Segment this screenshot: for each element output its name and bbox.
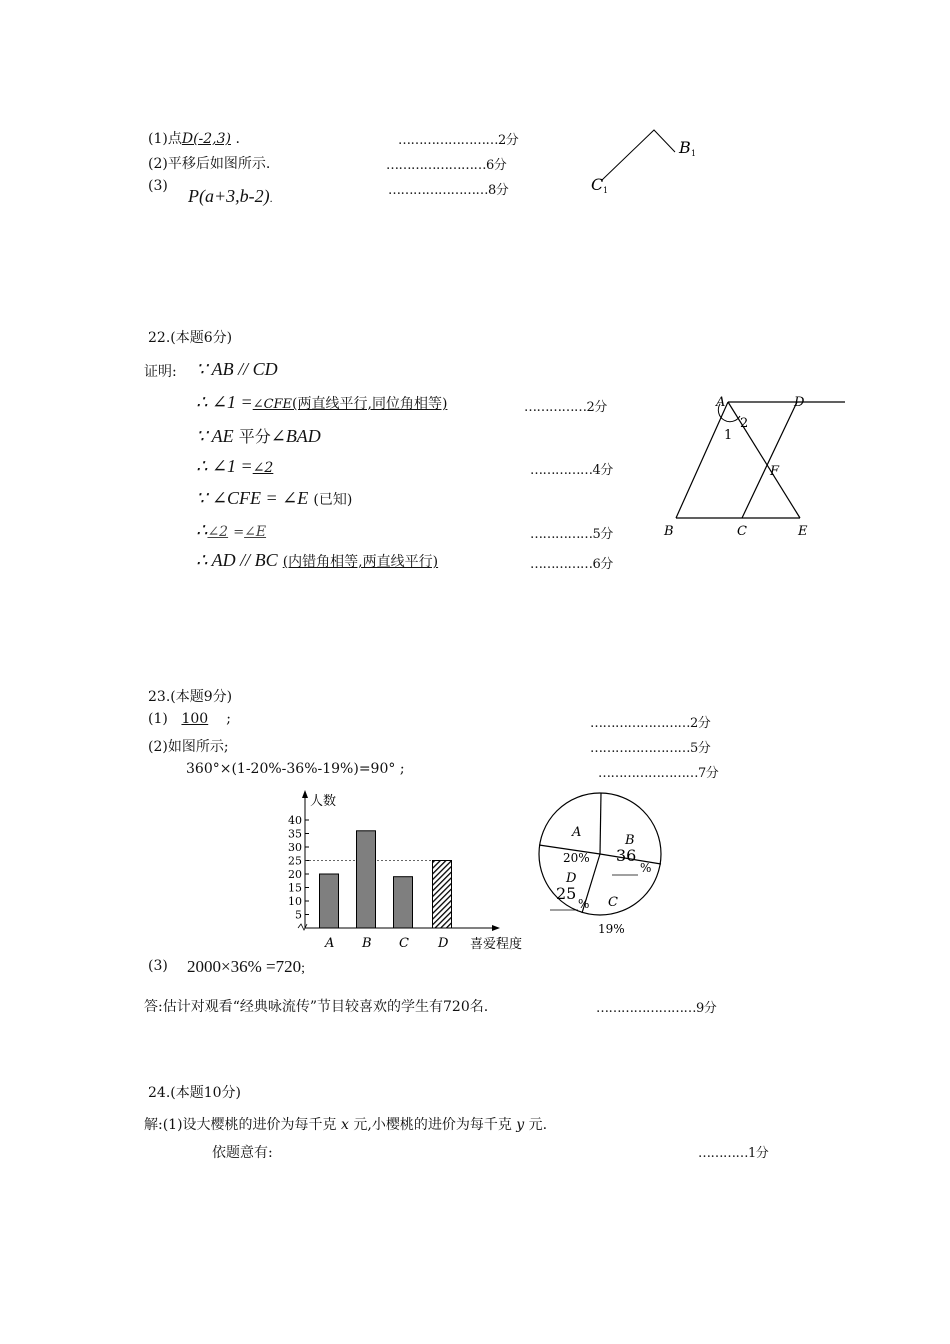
bar-bars <box>320 831 452 928</box>
pie-pct-suffix-b: % <box>640 861 652 875</box>
q21-line3-math: P(a+3,b-2). <box>188 186 273 206</box>
q22-line7-score: ……………6分 <box>530 557 613 572</box>
bar-axis-break <box>298 924 307 930</box>
bar-B <box>357 831 376 928</box>
q22-reason-1: (两直线平行,同位角相等) <box>292 396 448 412</box>
q21-line1-score: ……………………2分 <box>398 133 519 148</box>
q22-proof-label: 证明: <box>144 364 177 380</box>
q22-line2: ∴ ∠1 =∠CFE(两直线平行,同位角相等) <box>196 392 448 412</box>
q22-heading: 22.(本题6分) <box>148 330 233 346</box>
q23-line2: (2)如图所示; <box>148 739 229 755</box>
q22-line4-score: ……………4分 <box>530 463 613 478</box>
q21-label-b1: B <box>679 138 691 157</box>
q23-pie-chart <box>530 792 670 942</box>
pie-label-d: D <box>566 871 577 886</box>
q21-line3-score: ……………………8分 <box>388 183 509 198</box>
pie-pct-a: 20% <box>563 851 590 865</box>
bar-category-D: D <box>438 936 449 951</box>
q21-line3-label: (3) <box>148 178 168 194</box>
q22-line3: ∵ AE 平分∠BAD <box>196 426 321 446</box>
q22-line5: ∵ ∠CFE = ∠E (已知) <box>196 488 353 508</box>
pie-pct-suffix-d: % <box>578 897 590 911</box>
q23-line1-score: ……………………2分 <box>590 716 711 731</box>
q21-label-c1: C <box>591 175 604 194</box>
bar-tick-label-40: 40 <box>288 814 302 827</box>
bar-tick-label-5: 5 <box>295 908 302 922</box>
bar-A <box>320 874 339 928</box>
bar-category-A: A <box>325 936 335 951</box>
bar-y-arrow <box>302 790 308 798</box>
q23-line3-score: ……………………7分 <box>598 766 719 781</box>
q22-line6-score: ……………5分 <box>530 527 613 542</box>
q22-label-e: E <box>798 524 808 539</box>
bar-tick-label-20: 20 <box>288 868 302 881</box>
q23-answer-score: ……………………9分 <box>596 1001 717 1016</box>
q22-label-b: B <box>664 524 674 539</box>
q23-line1: (1) 100 ; <box>148 711 232 727</box>
bar-xlabel: 喜爱程度 <box>470 937 523 952</box>
bar-tick-label-25: 25 <box>288 854 302 868</box>
q23-bar-chart <box>280 788 530 956</box>
bar-categories <box>324 936 449 951</box>
q24-line1: 解:(1)设大樱桃的进价为每千克 x 元,小樱桃的进价为每千克 y 元. <box>144 1117 548 1133</box>
pie-pct-d: 25 <box>556 884 577 903</box>
q23-line4-label: (3) <box>148 958 168 974</box>
q22-label-a: A <box>716 395 726 410</box>
bar-tick-label-30: 30 <box>288 841 302 854</box>
q23-heading: 23.(本题9分) <box>148 689 233 705</box>
q21-line2-score: ……………………6分 <box>386 158 507 173</box>
bar-C <box>394 877 413 928</box>
pie-label-a: A <box>572 825 582 840</box>
q24-heading: 24.(本题10分) <box>148 1085 242 1101</box>
q22-line1: ∵ AB // CD <box>196 359 278 379</box>
q22-label-c: C <box>737 524 747 539</box>
q22-line4: ∴ ∠1 =∠2 <box>196 456 274 476</box>
svg-text:1: 1 <box>603 186 609 195</box>
q22-label-2: 2 <box>740 416 749 431</box>
bar-tick-label-15: 15 <box>288 881 302 895</box>
q22-line-ab <box>676 402 728 518</box>
q22-line7: ∴ AD // BC (内错角相等,两直线平行) <box>196 550 439 570</box>
q23-line2-score: ……………………5分 <box>590 741 711 756</box>
q22-line6: ∴∠2 =∠E <box>196 520 267 540</box>
q21-line1-label: (1)点 <box>148 131 182 147</box>
q24-line2: 依题意有: <box>212 1145 273 1161</box>
q21-line1: (1)点D(-2,3) . <box>148 131 240 147</box>
bar-category-B: B <box>362 936 372 951</box>
pie-divider-ab <box>600 793 601 854</box>
bar-D <box>433 861 452 929</box>
bar-category-C: C <box>399 936 409 951</box>
q23-line3: 360°×(1-20%-36%-19%)=90° ; <box>186 761 405 777</box>
bar-x-arrow <box>492 925 500 931</box>
q21-line2: (2)平移后如图所示. <box>148 156 271 172</box>
q22-label-f: F <box>770 464 780 479</box>
q21-translation-figure <box>585 120 705 200</box>
q22-geometry-figure <box>660 390 850 545</box>
q22-label-d: D <box>794 395 805 410</box>
q22-line2-score: ……………2分 <box>524 400 607 415</box>
q23-line4: 2000×36% =720; <box>187 957 305 976</box>
pie-label-b: B <box>625 833 635 848</box>
q22-blank-cfe: ∠CFE <box>252 397 293 412</box>
q24-line2-score: …………1分 <box>698 1146 769 1161</box>
q23-answer-100: 100 <box>181 711 209 727</box>
bar-tick-label-10: 10 <box>288 895 302 908</box>
pie-pct-b: 36 <box>616 846 637 865</box>
pie-label-c: C <box>608 895 618 910</box>
q22-blank-angle2: ∠2 <box>252 460 274 476</box>
pie-pct-c: 19% <box>598 922 625 936</box>
svg-text:1: 1 <box>691 149 697 158</box>
bar-ylabel: 人数 <box>310 794 337 809</box>
q22-reason-2: (内错角相等,两直线平行) <box>282 554 439 570</box>
q21-segment <box>602 130 675 180</box>
q21-answer-d: D(-2,3) <box>181 131 231 147</box>
bar-tick-label-35: 35 <box>288 827 302 841</box>
q23-answer: 答:估计对观看“经典咏流传”节目较喜欢的学生有720名. <box>144 999 489 1015</box>
q22-label-1: 1 <box>724 428 733 443</box>
